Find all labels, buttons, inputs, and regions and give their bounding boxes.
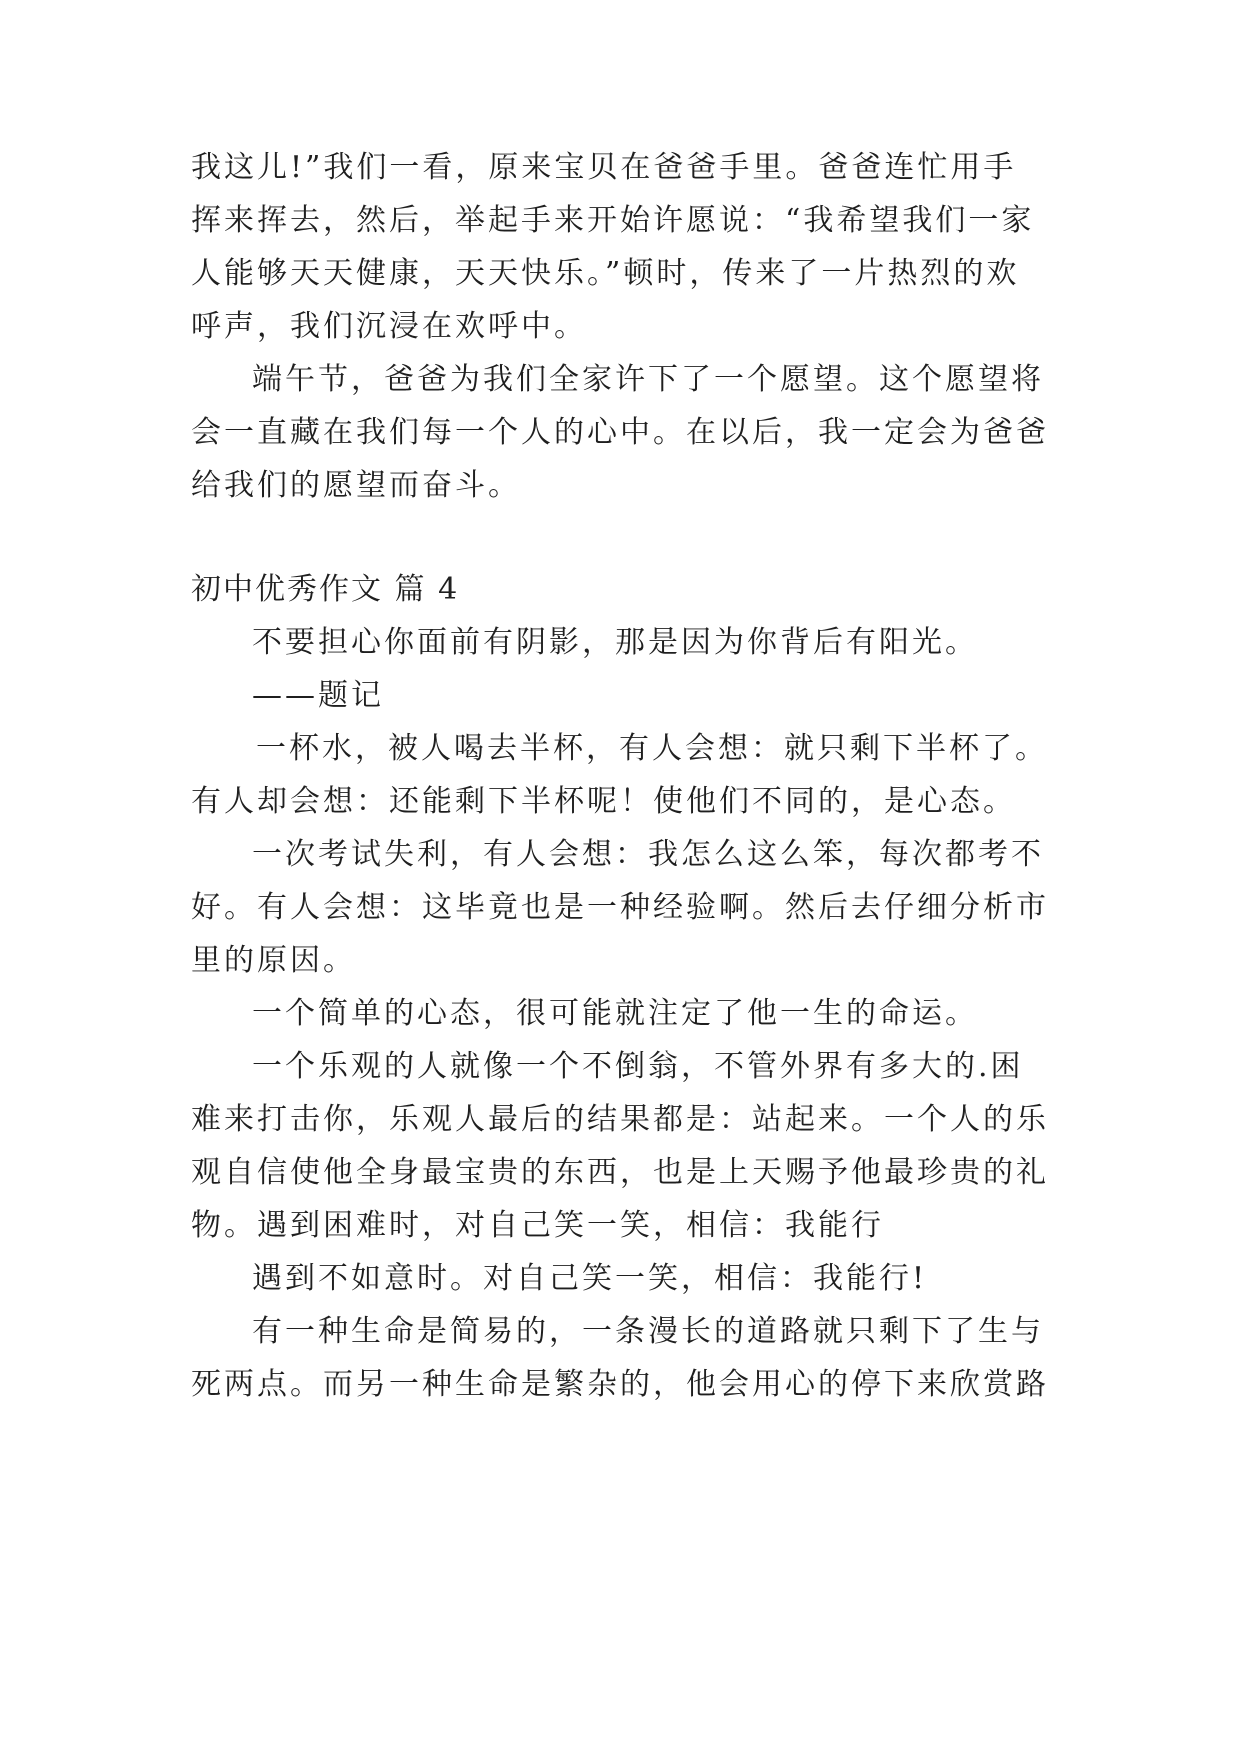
text-line: 里的原因。 <box>191 943 356 978</box>
text-line: 观自信使他全身最宝贵的东西，也是上天赐予他最珍贵的礼 <box>191 1155 1049 1190</box>
paragraph-first-line: 端午节，爸爸为我们全家许下了一个愿望。这个愿望将 <box>252 362 1044 397</box>
text-line: 死两点。而另一种生命是繁杂的，他会用心的停下来欣赏路 <box>191 1367 1049 1402</box>
paragraph-first-line: 一个乐观的人就像一个不倒翁，不管外界有多大的.困 <box>252 1049 1024 1084</box>
text-line: 呼声，我们沉浸在欢呼中。 <box>191 309 587 344</box>
text-line: 有人却会想：还能剩下半杯呢！使他们不同的，是心态。 <box>191 784 1016 819</box>
paragraph-first-line: 一个简单的心态，很可能就注定了他一生的命运。 <box>252 996 978 1031</box>
text-line: 挥来挥去，然后，举起手来开始许愿说：“我希望我们一家 <box>191 203 1035 238</box>
text-line: 给我们的愿望而奋斗。 <box>191 468 521 503</box>
text-line: 会一直藏在我们每一个人的心中。在以后，我一定会为爸爸 <box>191 415 1049 450</box>
paragraph-first-line: 一次考试失利，有人会想：我怎么这么笨，每次都考不 <box>252 837 1044 872</box>
paragraph-first-line: 遇到不如意时。对自己笑一笑，相信：我能行! <box>252 1261 928 1296</box>
epigraph-text: 不要担心你面前有阴影，那是因为你背后有阳光。 <box>252 625 978 660</box>
section-heading: 初中优秀作文 篇 4 <box>191 572 460 607</box>
text-line: 我这儿!”我们一看，原来宝贝在爸爸手里。爸爸连忙用手 <box>191 150 1017 185</box>
epigraph-attribution: ——题记 <box>252 678 384 713</box>
text-line: 好。有人会想：这毕竟也是一种经验啊。然后去仔细分析市 <box>191 890 1049 925</box>
text-line: 难来打击你，乐观人最后的结果都是：站起来。一个人的乐 <box>191 1102 1049 1137</box>
text-line: 物。遇到困难时，对自己笑一笑，相信：我能行 <box>191 1208 884 1243</box>
paragraph-first-line: 一杯水，被人喝去半杯，有人会想：就只剩下半杯了。 <box>256 731 1048 766</box>
text-line: 人能够天天健康，天天快乐。”顿时，传来了一片热烈的欢 <box>191 256 1020 291</box>
paragraph-first-line: 有一种生命是简易的，一条漫长的道路就只剩下了生与 <box>252 1314 1044 1349</box>
